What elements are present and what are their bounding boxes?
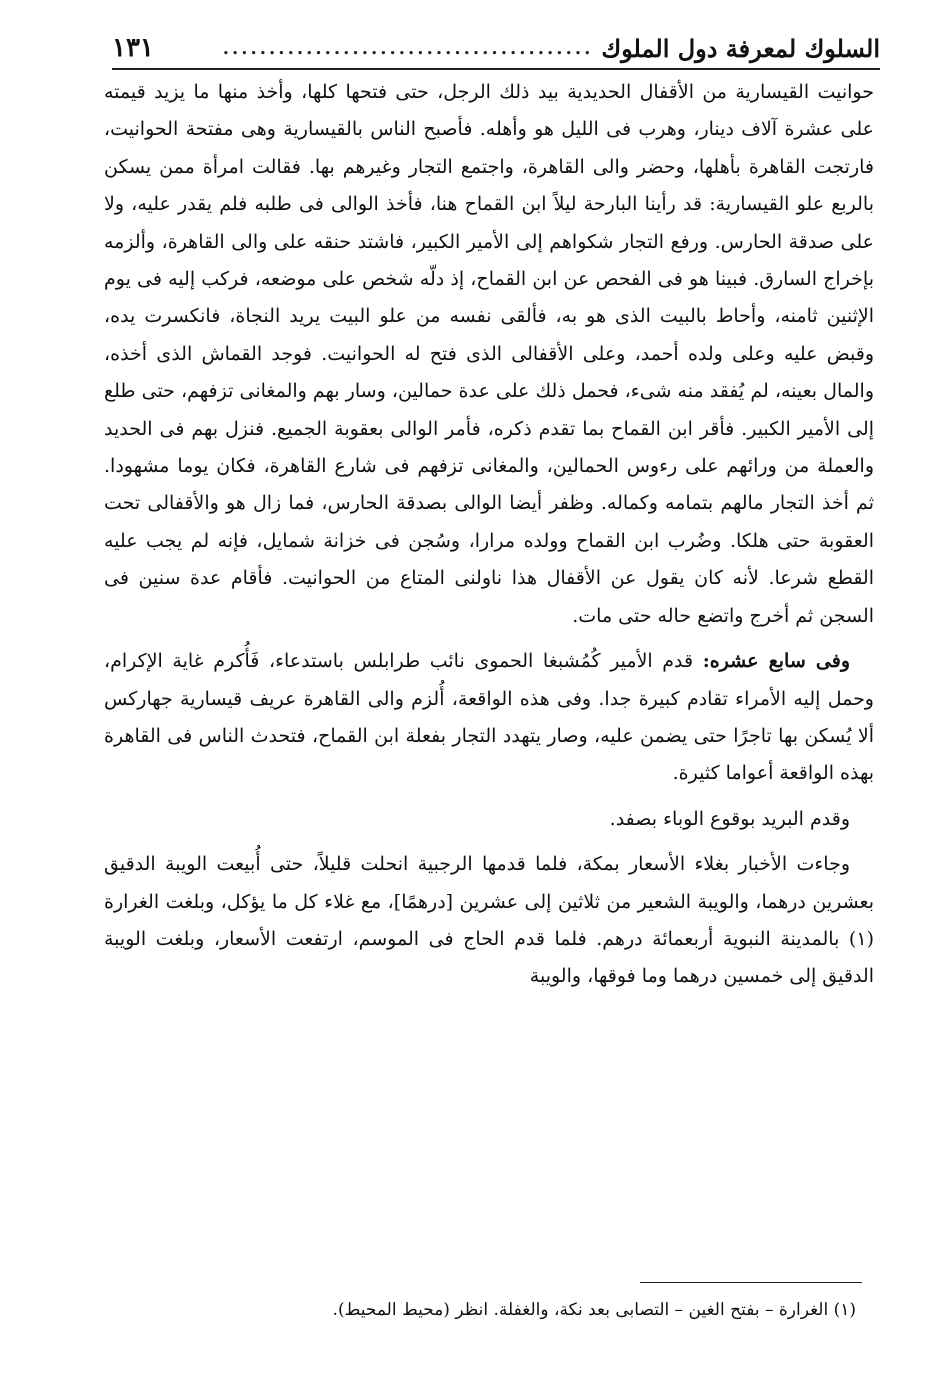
paragraph-2-lead: وفى سابع عشره: bbox=[702, 650, 850, 673]
paragraph-4 bbox=[104, 846, 874, 996]
paragraph-2 bbox=[104, 643, 874, 793]
paragraph-3-text: وقدم البريد بوقوع الوباء بصفد. bbox=[609, 807, 850, 830]
paragraph-1-text: حوانيت القيسارية من الأقفال الحديدية بيد ذلك الرجل، حتى فتحها كلها، وأخذ منها ما يزيد قيمته على عشرة آلاف دينار، وهرب فى الليل هو وأهله. فأصبح الناس بالقيسارية وهى مفتحة الحوانيت، فارتجت القاهرة بأهلها، وحضر والى القاهرة، واجتمع التجار وغيرهم بها. فقالت امرأة ممن يسكن بالربع علو القيسارية: قد رأينا البارحة ليلاً ابن القماح هنا، فأخذ الوالى فى طلبه فلم يقدر عليه، ولا على صدقة الحارس. ورفع التجار شكواهم إلى الأمير الكبير، فاشتد حنقه على والى القاهرة، وألزمه بإخراج السارق. فبينا هو فى الفحص عن ابن القماح، إذ دلّه شخص على موضعه، فركب إليه فى يوم الإثنين ثامنه، وأحاط بالبيت الذى هو به، فألقى نفسه من علو البيت يريد النجاة، فانكسرت يده، وقبض عليه وعلى ولده أحمد، وعلى الأقفالى الذى فتح له الحوانيت. فوجد القماش الذى أخذه، والمال بعينه، لم يُفقد منه شىء، فحمل ذلك على عدة حمالين، وسار بهم والمغانى تزفهم، حتى طلع إلى الأمير الكبير. فأقر ابن القماح بما تقدم ذكره، فأمر الوالى بعقوبة الجميع. فنزل بهم فى الحديد والعملة من ورائهم على رءوس الحمالين، والمغانى تزفهم فى شارع القاهرة، فكان يوما مشهودا. ثم أخذ التجار مالهم بتمامه وكماله. وظفر أيضا الوالى بصدقة الحارس، فما زال هو والأقفالى تحت العقوبة حتى هلكا. وضُرب ابن القماح وولده مرارا، وسُجن فى خزانة شمايل، فإنه لم يجب عليه القطع شرعا. لأنه كان يقول عن الأقفال هذا ناولنى المتاع من الحوانيت. فأقام عدة سنين فى السجن ثم أخرج واتضع حاله حتى مات. bbox=[104, 81, 874, 627]
footnote: (١) الغرارة – بفتح الغين – التصابى بعد نكة، والغفلة. انظر (محيط المحيط). bbox=[332, 1300, 856, 1320]
paragraph-1 bbox=[104, 74, 874, 635]
book-title: السلوك لمعرفة دول الملوك bbox=[601, 33, 880, 63]
paragraph-2-text: قدم الأمير كُمُشبغا الحموى نائب طرابلس باستدعاء، فَأُكرم غاية الإكرام، وحمل إليه الأمراء تقادم كبيرة جدا. وفى هذه الواقعة، أُلزم والى القاهرة عريف قيسارية جهاركس ألا يُسكن بها تاجرًا حتى يضمن عليه، وصار يتهدد التجار بفعلة ابن القماح، فتحدث الناس فى القاهرة بهذه الواقعة أعواما كثيرة. bbox=[104, 650, 874, 785]
page-number: ١٣١ bbox=[112, 33, 154, 63]
paragraph-4-text: وجاءت الأخبار بغلاء الأسعار بمكة، فلما قدمها الرجبية انحلت قليلاً، حتى أُبيعت الويبة الدقيق بعشرين درهما، والويبة الشعير من ثلاثين إلى عشرين [درهمًا]، مع غلاء كل ما يؤكل، وبلغت الغرارة (١) بالمدينة النبوية أربعمائة درهم. فلما قدم الحاج فى الموسم، ارتفعت الأسعار، وبلغت الويبة الدقيق إلى خمسين درهما وما فوقها، والويبة bbox=[104, 853, 874, 988]
paragraph-3 bbox=[104, 801, 874, 838]
body-text bbox=[104, 74, 874, 996]
header-leader-dots: ........................................ bbox=[222, 37, 594, 59]
footnote-separator bbox=[640, 1282, 862, 1283]
running-header bbox=[112, 28, 880, 70]
